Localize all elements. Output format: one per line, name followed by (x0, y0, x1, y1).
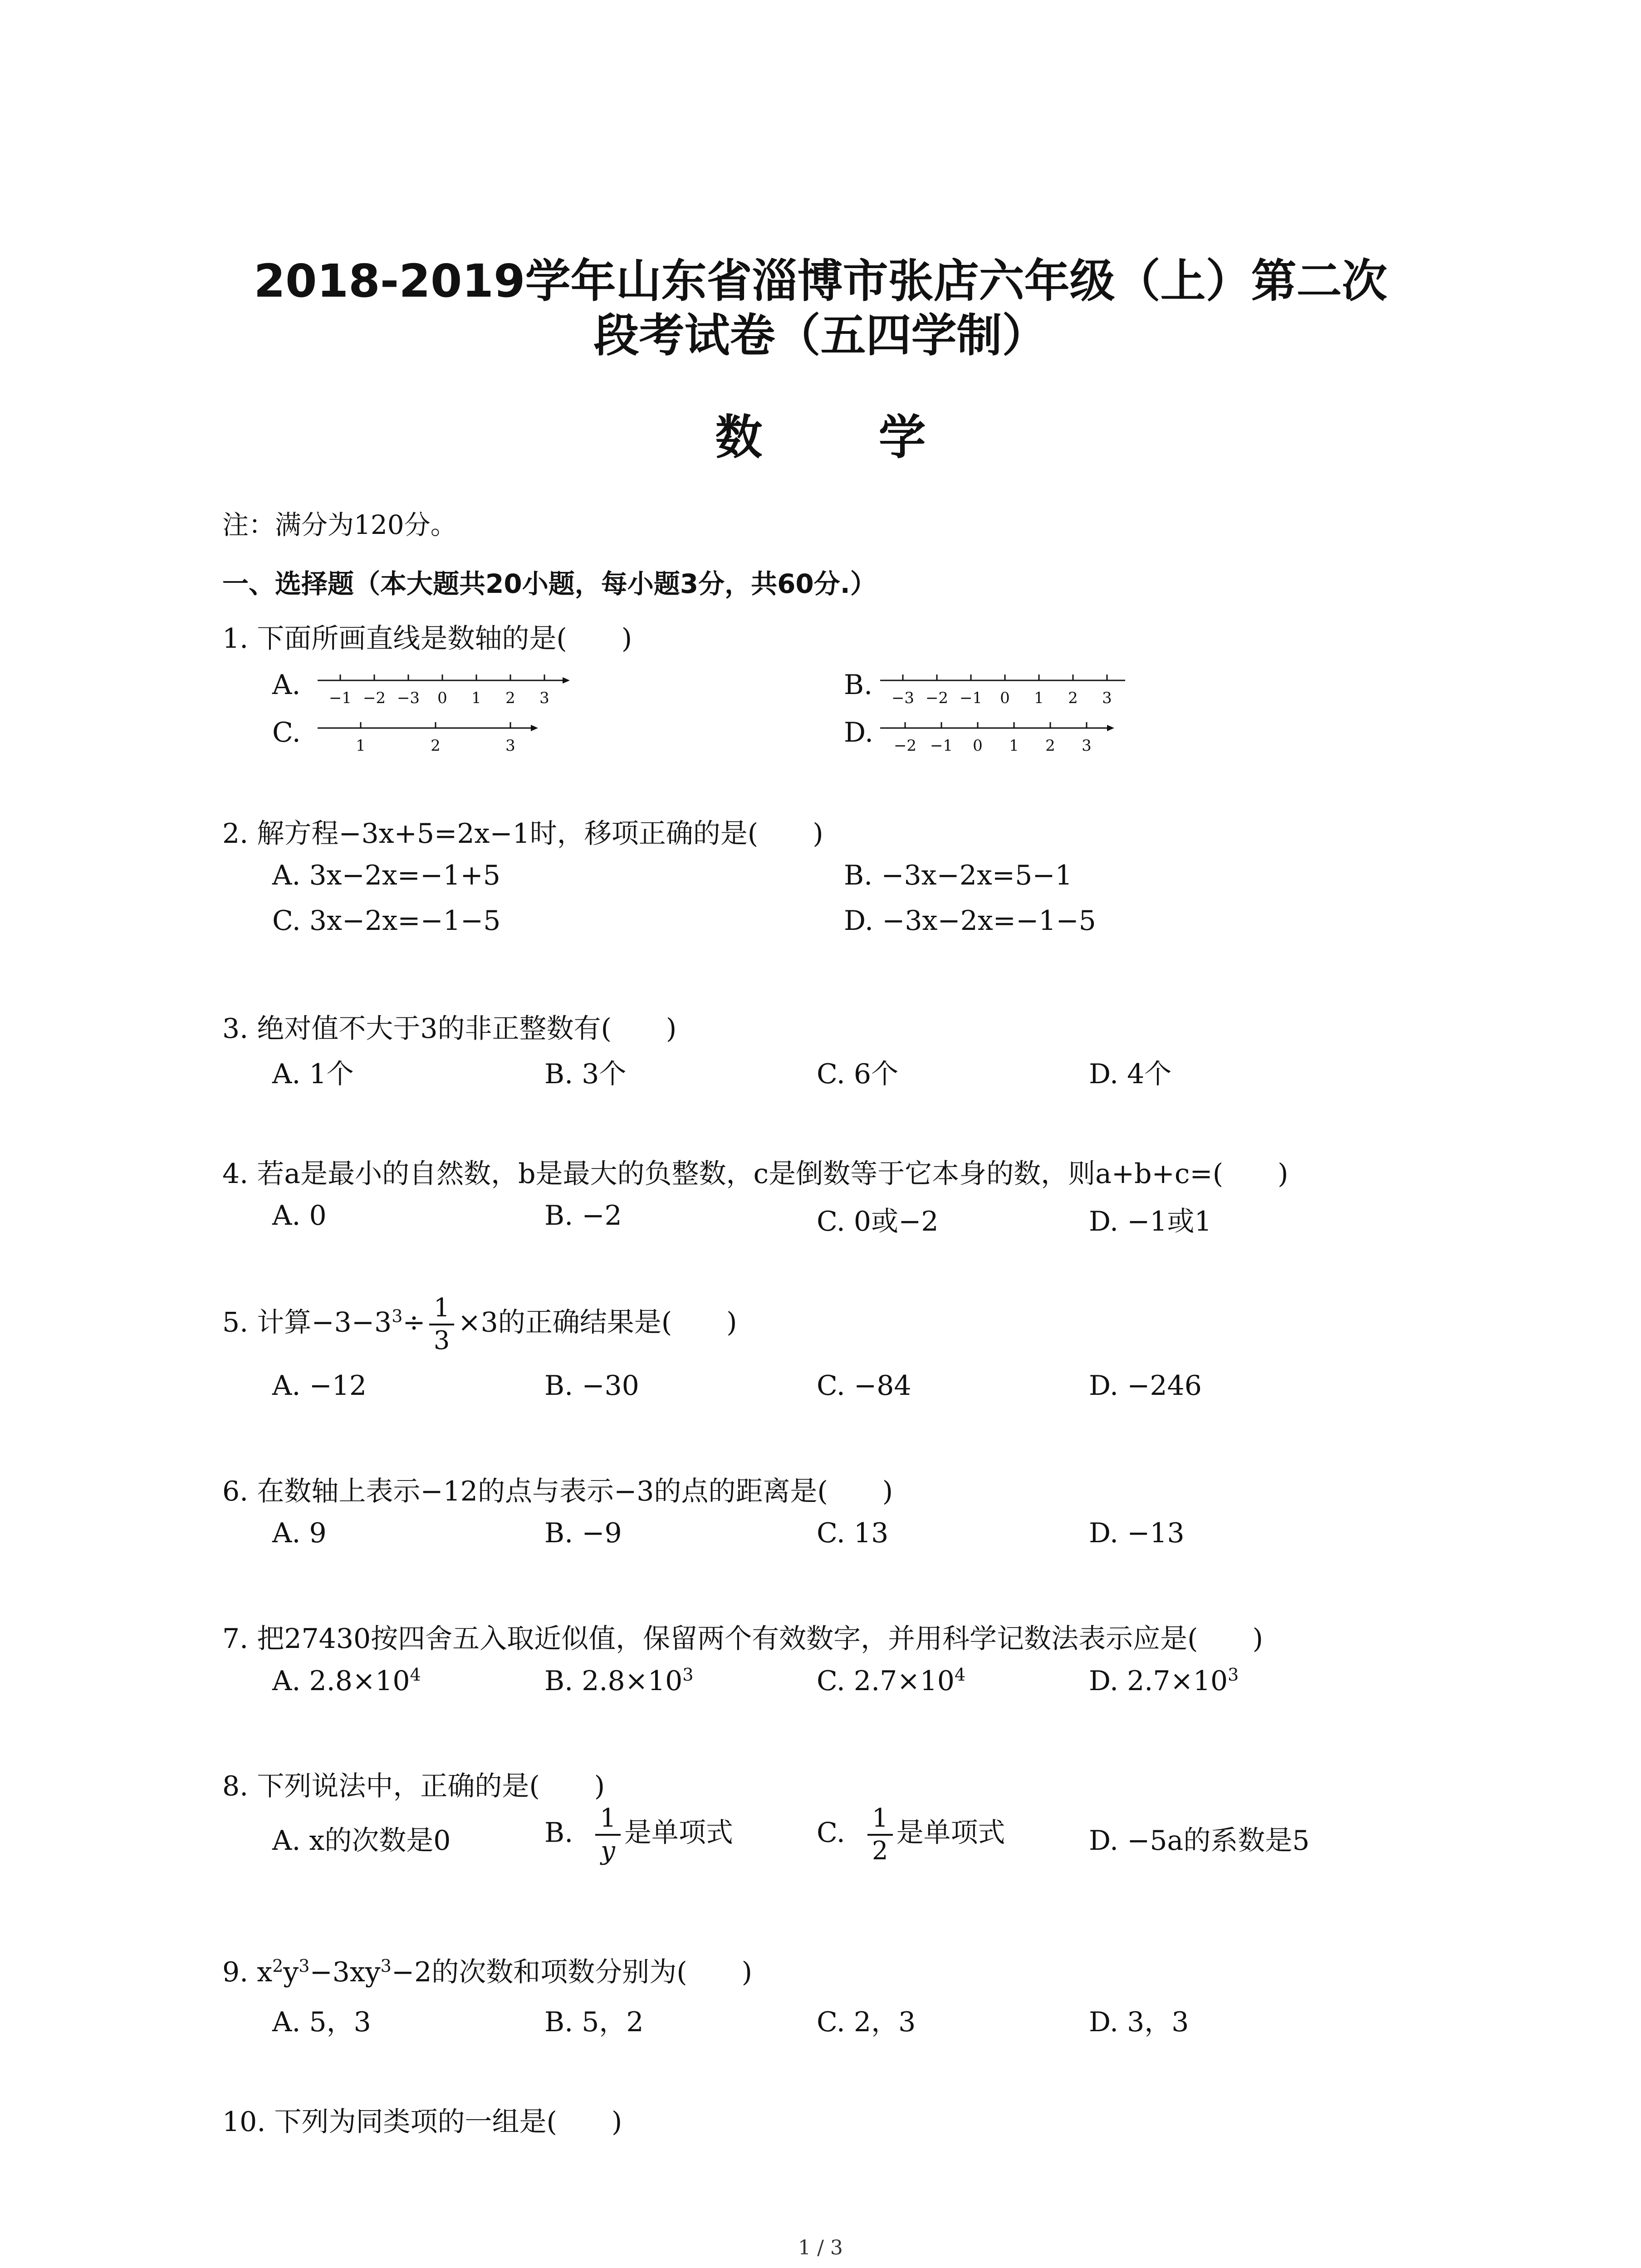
q4-option-d: D. −1或1 (1089, 1206, 1212, 1237)
q5-fraction (429, 1293, 455, 1356)
q6-option-d: D. −13 (1089, 1517, 1185, 1549)
q6-option-c: C. 13 (817, 1517, 889, 1549)
q9-part: y (283, 1956, 299, 1988)
q2-option-d: D. −3x−2x=−1−5 (844, 905, 1096, 937)
q7-option-c (817, 1665, 965, 1697)
q1-a-tick: 0 (437, 689, 447, 707)
page-number: 1 / 3 (798, 2236, 843, 2259)
q7-option-b-base: B. 2.8×10 (544, 1665, 683, 1697)
q9-option-a: A. 5，3 (272, 2006, 371, 2038)
q2-option-a: A. 3x−2x=−1+5 (272, 860, 500, 891)
q3-option-d: D. 4个 (1089, 1058, 1172, 1090)
q9-part: 9. x (222, 1956, 273, 1988)
q7-option-d-exponent: 3 (1228, 1665, 1239, 1685)
question-2-stem: 2. 解方程−3x+5=2x−1时，移项正确的是( ) (222, 818, 823, 850)
q5-option-c: C. −84 (817, 1370, 911, 1402)
question-4-stem: 4. 若a是最小的自然数，b是最大的负整数，c是倒数等于它本身的数，则a+b+c=( ) (222, 1158, 1288, 1190)
q8-option-b-fraction (595, 1803, 621, 1867)
q8-option-b (544, 1803, 733, 1867)
q1-d-tick: 1 (1009, 737, 1019, 755)
q8-option-c (817, 1803, 1005, 1867)
score-note: 注：满分为120分。 (222, 509, 457, 540)
q1-a-tick: −1 (328, 689, 352, 707)
q1-b-tick: 1 (1034, 689, 1044, 707)
q5-fraction-numerator: 1 (429, 1293, 455, 1325)
q1-option-d-letter: D. (844, 717, 874, 748)
question-9-stem (222, 1950, 752, 1989)
q9-exponent: 3 (380, 1956, 392, 1976)
q9-part: −2的次数和项数分别为( ) (391, 1956, 753, 1988)
q1-option-c-letter: C. (272, 717, 301, 748)
q1-c-axis-svg (318, 712, 544, 762)
q1-b-tick: −1 (959, 689, 983, 707)
q5-option-d: D. −246 (1089, 1370, 1202, 1402)
q1-a-tick: 1 (471, 689, 481, 707)
q1-c-tick: 2 (431, 737, 441, 755)
q4-option-a: A. 0 (272, 1200, 327, 1232)
q1-a-tick: −3 (397, 689, 420, 707)
q1-c-tick: 1 (356, 737, 366, 755)
q7-option-a-base: A. 2.8×10 (272, 1665, 410, 1697)
q1-option-b-letter: B. (844, 669, 873, 701)
q1-c-tick: 3 (505, 737, 515, 755)
q3-option-a: A. 1个 (272, 1058, 354, 1090)
q1-a-tick: 3 (539, 689, 549, 707)
q1-option-a-numberline (318, 665, 572, 716)
q1-d-axis-svg (880, 712, 1116, 762)
q7-option-d (1089, 1665, 1239, 1697)
q7-option-c-base: C. 2.7×10 (817, 1665, 955, 1697)
q5-option-b: B. −30 (544, 1370, 639, 1402)
question-10-stem: 10. 下列为同类项的一组是( ) (222, 2106, 622, 2138)
q2-option-c: C. 3x−2x=−1−5 (272, 905, 501, 937)
q8-option-b-numerator: 1 (595, 1803, 621, 1836)
question-8-stem: 8. 下列说法中，正确的是( ) (222, 1770, 605, 1802)
q1-b-tick: 0 (1000, 689, 1010, 707)
q1-d-tick: −2 (893, 737, 917, 755)
q3-option-c: C. 6个 (817, 1058, 899, 1090)
q8-option-b-denominator: y (601, 1836, 615, 1866)
q6-option-a: A. 9 (272, 1517, 327, 1549)
q4-option-b: B. −2 (544, 1200, 622, 1232)
q8-option-b-letter: B. (544, 1817, 573, 1849)
q8-option-c-fraction (867, 1803, 893, 1867)
q8-option-d: D. −5a的系数是5 (1089, 1825, 1310, 1857)
q5-exponent: 3 (392, 1306, 403, 1326)
q1-option-b-numberline (880, 665, 1134, 716)
q1-a-axis-svg (318, 665, 572, 714)
q8-option-c-text: 是单项式 (896, 1817, 1005, 1849)
q9-option-b: B. 5，2 (544, 2006, 644, 2038)
question-5-stem (222, 1293, 737, 1356)
question-1-stem: 1. 下面所画直线是数轴的是( ) (222, 623, 632, 655)
q7-option-c-exponent: 4 (954, 1665, 966, 1685)
q9-exponent: 3 (299, 1956, 310, 1976)
q1-d-tick: 0 (973, 737, 983, 755)
q3-option-b: B. 3个 (544, 1058, 627, 1090)
q1-a-tick: −2 (362, 689, 386, 707)
q5-divide-sign: ÷ (402, 1306, 426, 1339)
q1-d-tick: 2 (1045, 737, 1055, 755)
q5-stem-pre: 5. 计算−3−3 (222, 1306, 392, 1339)
q1-d-tick: −1 (930, 737, 953, 755)
exam-title-line1: 2018-2019学年山东省淄博市张店六年级（上）第二次 (254, 254, 1387, 308)
q1-b-tick: 3 (1102, 689, 1112, 707)
q5-fraction-denominator: 3 (433, 1326, 450, 1355)
q9-part: −3xy (309, 1956, 381, 1988)
q1-option-d-numberline (880, 712, 1116, 764)
q7-option-b (544, 1665, 693, 1697)
q2-option-b: B. −3x−2x=5−1 (844, 860, 1073, 891)
q9-exponent: 2 (272, 1956, 284, 1976)
q1-a-tick: 2 (505, 689, 515, 707)
q1-option-a-letter: A. (272, 669, 301, 701)
q1-b-tick: 2 (1068, 689, 1078, 707)
section-heading: 一、选择题（本大题共20小题，每小题3分，共60分.） (222, 568, 877, 599)
q9-option-d: D. 3，3 (1089, 2006, 1189, 2038)
question-7-stem: 7. 把27430按四舍五入取近似值，保留两个有效数字，并用科学记数法表示应是( ) (222, 1623, 1264, 1655)
q1-option-c-numberline (318, 712, 544, 764)
q1-b-tick: −3 (891, 689, 915, 707)
q6-option-b: B. −9 (544, 1517, 622, 1549)
question-3-stem: 3. 绝对值不大于3的非正整数有( ) (222, 1013, 677, 1045)
q7-option-a (272, 1665, 421, 1697)
q8-option-c-numerator: 1 (867, 1803, 893, 1836)
q7-option-d-base: D. 2.7×10 (1089, 1665, 1228, 1697)
q5-option-a: A. −12 (272, 1370, 367, 1402)
q1-b-tick: −2 (925, 689, 949, 707)
q7-option-b-exponent: 3 (682, 1665, 694, 1685)
q8-option-a: A. x的次数是0 (272, 1825, 451, 1857)
exam-title-line2: 段考试卷（五四学制） (593, 309, 1048, 362)
question-6-stem: 6. 在数轴上表示−12的点与表示−3的点的距离是( ) (222, 1476, 893, 1507)
q8-option-c-denominator: 2 (872, 1836, 888, 1866)
q4-option-c: C. 0或−2 (817, 1206, 939, 1237)
q8-option-b-text: 是单项式 (624, 1817, 733, 1849)
q7-option-a-exponent: 4 (410, 1665, 421, 1685)
q5-stem-post: ×3的正确结果是( ) (458, 1306, 737, 1339)
q1-b-axis-svg (880, 665, 1134, 714)
subject-heading: 数 学 (715, 410, 976, 465)
q8-option-c-letter: C. (817, 1817, 845, 1849)
q9-option-c: C. 2，3 (817, 2006, 916, 2038)
q1-d-tick: 3 (1082, 737, 1092, 755)
